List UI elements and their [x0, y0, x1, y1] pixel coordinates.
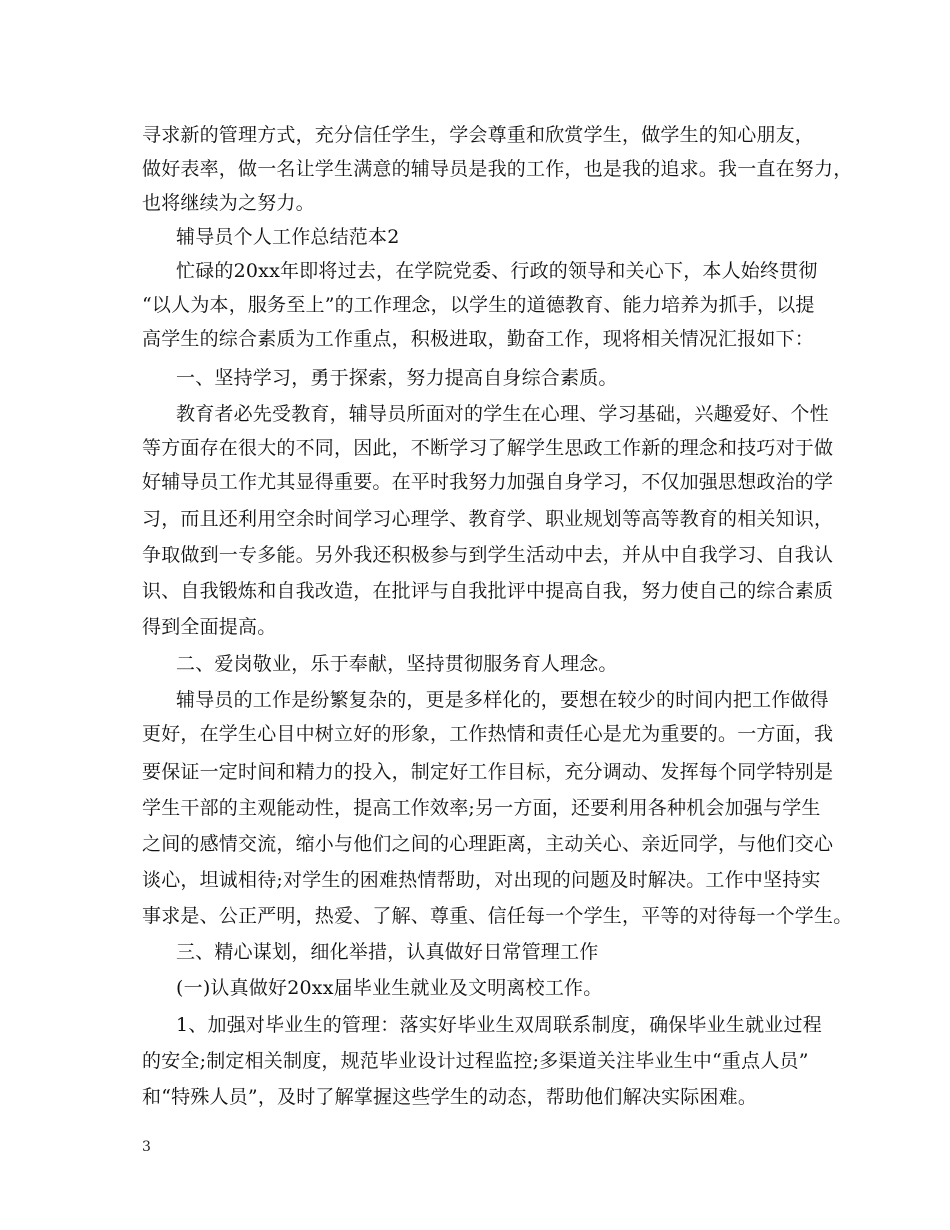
text-line: 辅导员的工作是纷繁复杂的，更是多样化的，要想在较少的时间内把工作做得 [176, 689, 829, 711]
text-line: 谈心，坦诚相待;对学生的困难热情帮助，对出现的问题及时解决。工作中坚持实 [142, 869, 821, 891]
text-line: 做好表率，做一名让学生满意的辅导员是我的工作，也是我的追求。我一直在努力， [142, 158, 853, 180]
text-line: 要保证一定时间和精力的投入，制定好工作目标，充分调动、发挥每个同学特别是 [142, 761, 834, 783]
section-heading: 三、精心谋划，细化举措，认真做好日常管理工作 [176, 941, 599, 963]
text-line: 好辅导员工作尤其显得重要。在平时我努力加强自身学习，不仅加强思想政治的学 [142, 471, 834, 493]
text-line: 1、加强对毕业生的管理：落实好毕业生双周联系制度，确保毕业生就业过程 [176, 1014, 822, 1036]
text-line: “以人为本，服务至上”的工作理念，以学生的道德教育、能力培养为抓手，以提 [142, 294, 815, 316]
text-line: 识、自我锻炼和自我改造，在批评与自我批评中提高自我，努力使自己的综合素质 [142, 580, 834, 602]
text-line: 习，而且还利用空余时间学习心理学、教育学、职业规划等高等教育的相关知识， [142, 508, 834, 530]
text-line: 等方面存在很大的不同，因此，不断学习了解学生思政工作新的理念和技巧对于做 [142, 437, 834, 459]
text-line: 之间的感情交流，缩小与他们之间的心理距离，主动关心、亲近同学，与他们交心 [142, 833, 834, 855]
text-line: 也将继续为之努力。 [142, 192, 315, 214]
text-line: 和“特殊人员”，及时了解掌握这些学生的动态，帮助他们解决实际困难。 [142, 1086, 758, 1108]
text-line: 高学生的综合素质为工作重点，积极进取，勤奋工作，现将相关情况汇报如下： [142, 328, 815, 350]
text-line: 事求是、公正严明，热爱、了解、尊重、信任每一个学生，平等的对待每一个学生。 [142, 905, 853, 927]
text-line: 更好，在学生心目中树立好的形象，工作热情和责任心是尤为重要的。一方面，我 [142, 723, 834, 745]
section-heading: 二、爱岗敬业，乐于奉献，坚持贯彻服务育人理念。 [176, 653, 618, 675]
page-number: 3 [142, 1139, 151, 1155]
text-line: 忙碌的20xx年即将过去，在学院党委、行政的领导和关心下，本人始终贯彻 [176, 260, 818, 282]
text-line: 学生干部的主观能动性，提高工作效率;另一方面，还要利用各种机会加强与学生 [142, 797, 821, 819]
text-line: 寻求新的管理方式，充分信任学生，学会尊重和欣赏学生，做学生的知心朋友， [142, 124, 815, 146]
text-line: 争取做到一专多能。另外我还积极参与到学生活动中去，并从中自我学习、自我认 [142, 544, 834, 566]
subsection-heading: (一)认真做好20xx届毕业生就业及文明离校工作。 [176, 977, 603, 999]
text-line: 得到全面提高。 [142, 616, 277, 638]
text-line: 教育者必先受教育，辅导员所面对的学生在心理、学习基础，兴趣爱好、个性 [176, 403, 829, 425]
text-line: 的安全;制定相关制度，规范毕业设计过程监控;多渠道关注毕业生中“重点人员” [142, 1050, 809, 1072]
section-heading: 一、坚持学习，勇于探索，努力提高自身综合素质。 [176, 367, 618, 389]
section-heading: 辅导员个人工作总结范本2 [176, 226, 400, 248]
